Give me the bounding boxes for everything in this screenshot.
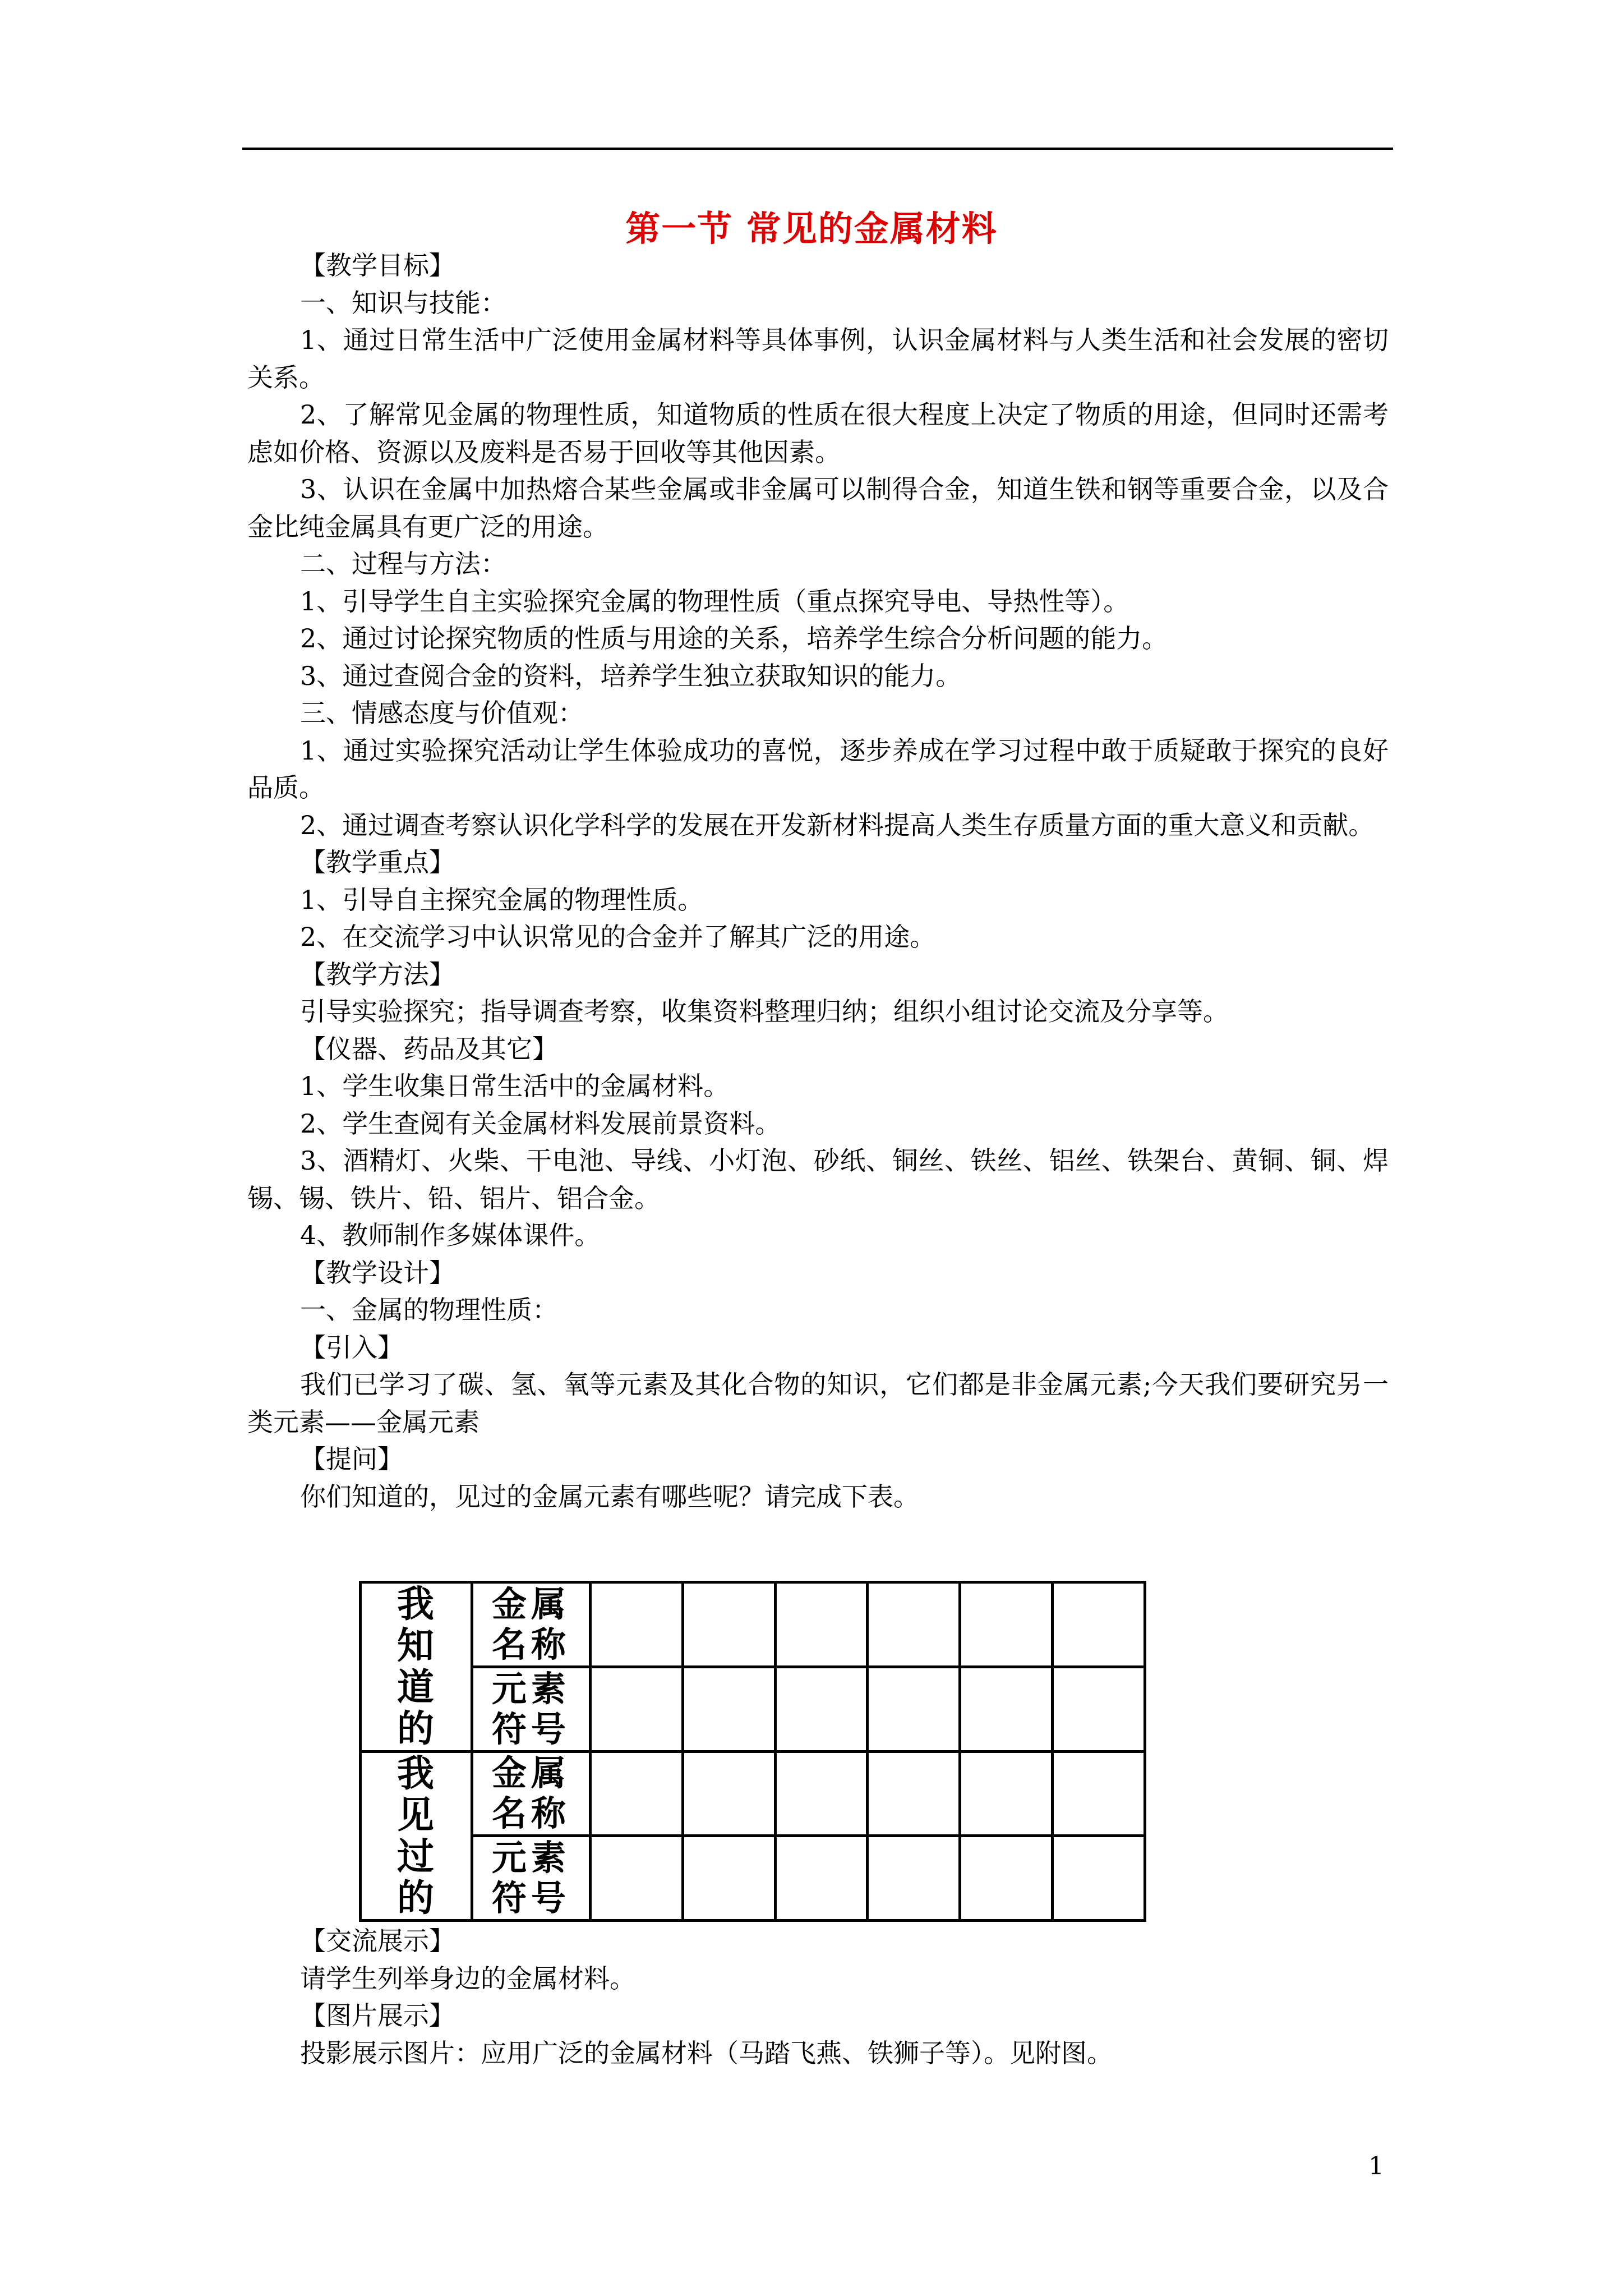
- section-heading: 【引入】: [300, 1332, 403, 1363]
- blank-cell[interactable]: [1053, 1751, 1145, 1836]
- row-group-known: [361, 1582, 472, 1752]
- paragraph: 1、通过实验探究活动让学生体验成功的喜悦，逐步养成在学习过程中敢于质疑敢于探究的良好品质。: [247, 735, 1389, 803]
- header-rule: [242, 148, 1393, 150]
- blank-cell[interactable]: [868, 1751, 960, 1836]
- paragraph: 4、教师制作多媒体课件。: [300, 1220, 601, 1250]
- blank-cell[interactable]: [775, 1667, 868, 1751]
- paragraph: 我们已学习了碳、氢、氧等元素及其化合物的知识，它们都是非金属元素;今天我们要研究另一类元素——金属元素: [247, 1369, 1389, 1437]
- section-heading: 【教学设计】: [300, 1257, 455, 1288]
- row-group-seen: [361, 1751, 472, 1921]
- paragraph: 3、通过查阅合金的资料，培养学生独立获取知识的能力。: [300, 660, 962, 691]
- blank-cell[interactable]: [591, 1582, 683, 1667]
- blank-cell[interactable]: [1053, 1836, 1145, 1921]
- section-heading: 【仪器、药品及其它】: [300, 1033, 558, 1064]
- blank-cell[interactable]: [591, 1667, 683, 1751]
- blank-cell[interactable]: [868, 1836, 960, 1921]
- blank-cell[interactable]: [1053, 1582, 1145, 1667]
- paragraph: 2、学生查阅有关金属材料发展前景资料。: [300, 1108, 781, 1139]
- row-label: 金属名称: [491, 1583, 570, 1665]
- blank-cell[interactable]: [591, 1751, 683, 1836]
- blank-cell[interactable]: [960, 1836, 1053, 1921]
- table-row: [361, 1836, 1145, 1921]
- blank-cell[interactable]: [960, 1667, 1053, 1751]
- blank-cell[interactable]: [775, 1751, 868, 1836]
- paragraph: 请学生列举身边的金属材料。: [300, 1963, 635, 1994]
- paragraph: 2、在交流学习中认识常见的合金并了解其广泛的用途。: [300, 922, 936, 952]
- section-heading: 【教学重点】: [300, 847, 455, 877]
- row-label-cell: [472, 1582, 591, 1667]
- row-label-cell: [472, 1751, 591, 1836]
- blank-cell[interactable]: [1053, 1667, 1145, 1751]
- blank-cell[interactable]: [683, 1836, 775, 1921]
- row-label-cell: [472, 1667, 591, 1751]
- body-text: [247, 247, 1389, 1515]
- row-label-cell: [472, 1836, 591, 1921]
- blank-cell[interactable]: [683, 1582, 775, 1667]
- blank-cell[interactable]: [683, 1667, 775, 1751]
- paragraph: 你们知道的，见过的金属元素有哪些呢？请完成下表。: [300, 1481, 919, 1512]
- paragraph: 三、情感态度与价值观：: [300, 698, 584, 728]
- blank-cell[interactable]: [960, 1751, 1053, 1836]
- section-heading: 【教学方法】: [300, 959, 455, 990]
- page-title: 第一节 常见的金属材料: [625, 208, 998, 249]
- paragraph: 2、通过调查考察认识化学科学的发展在开发新材料提高人类生存质量方面的重大意义和贡献。: [300, 809, 1375, 840]
- paragraph: 1、引导自主探究金属的物理性质。: [300, 884, 704, 915]
- paragraph: 一、知识与技能：: [300, 287, 506, 318]
- paragraph: 1、通过日常生活中广泛使用金属材料等具体事例，认识金属材料与人类生活和社会发展的密切关系。: [247, 325, 1389, 393]
- row-group-label: 我知道的: [397, 1582, 435, 1751]
- paragraph: 引导实验探究；指导调查考察，收集资料整理归纳；组织小组讨论交流及分享等。: [300, 996, 1229, 1027]
- blank-cell[interactable]: [683, 1751, 775, 1836]
- blank-cell[interactable]: [775, 1582, 868, 1667]
- section-heading: 【教学目标】: [300, 250, 455, 280]
- table-row: [361, 1582, 1145, 1667]
- paragraph: 2、了解常见金属的物理性质，知道物质的性质在很大程度上决定了物质的用途，但同时还需考虑如价格、资源以及废料是否易于回收等其他因素。: [247, 399, 1389, 467]
- blank-cell[interactable]: [868, 1667, 960, 1751]
- paragraph: 1、学生收集日常生活中的金属材料。: [300, 1071, 730, 1101]
- row-label: 金属名称: [491, 1752, 570, 1834]
- row-label: 元素符号: [491, 1837, 570, 1919]
- row-label: 元素符号: [491, 1668, 570, 1750]
- paragraph: 二、过程与方法：: [300, 549, 506, 579]
- page-number: 1: [1368, 2152, 1384, 2180]
- blank-cell[interactable]: [591, 1836, 683, 1921]
- blank-cell[interactable]: [775, 1836, 868, 1921]
- paragraph: 3、酒精灯、火柴、干电池、导线、小灯泡、砂纸、铜丝、铁丝、铝丝、铁架台、黄铜、铜、焊锡、锡、铁片、铅、铝片、铝合金。: [247, 1145, 1389, 1213]
- paragraph: 1、引导学生自主实验探究金属的物理性质（重点探究导电、导热性等）。: [300, 586, 1129, 616]
- paragraph: 2、通过讨论探究物质的性质与用途的关系，培养学生综合分析问题的能力。: [300, 623, 1168, 654]
- table-row: [361, 1751, 1145, 1836]
- section-heading: 【交流展示】: [300, 1926, 455, 1956]
- paragraph: 一、金属的物理性质：: [300, 1295, 558, 1325]
- table-row: [361, 1667, 1145, 1751]
- paragraph: 3、认识在金属中加热熔合某些金属或非金属可以制得合金，知道生铁和钢等重要合金，以及合金比纯金属具有更广泛的用途。: [247, 474, 1389, 542]
- paragraph: 投影展示图片：应用广泛的金属材料（马踏飞燕、铁狮子等）。见附图。: [300, 2037, 1113, 2068]
- blank-cell[interactable]: [960, 1582, 1053, 1667]
- blank-cell[interactable]: [868, 1582, 960, 1667]
- metal-elements-table: [359, 1581, 1146, 1922]
- section-heading: 【提问】: [300, 1444, 403, 1474]
- section-heading: 【图片展示】: [300, 2000, 455, 2031]
- row-group-label: 我见过的: [397, 1751, 435, 1920]
- body-text-continued: [247, 1922, 1389, 2072]
